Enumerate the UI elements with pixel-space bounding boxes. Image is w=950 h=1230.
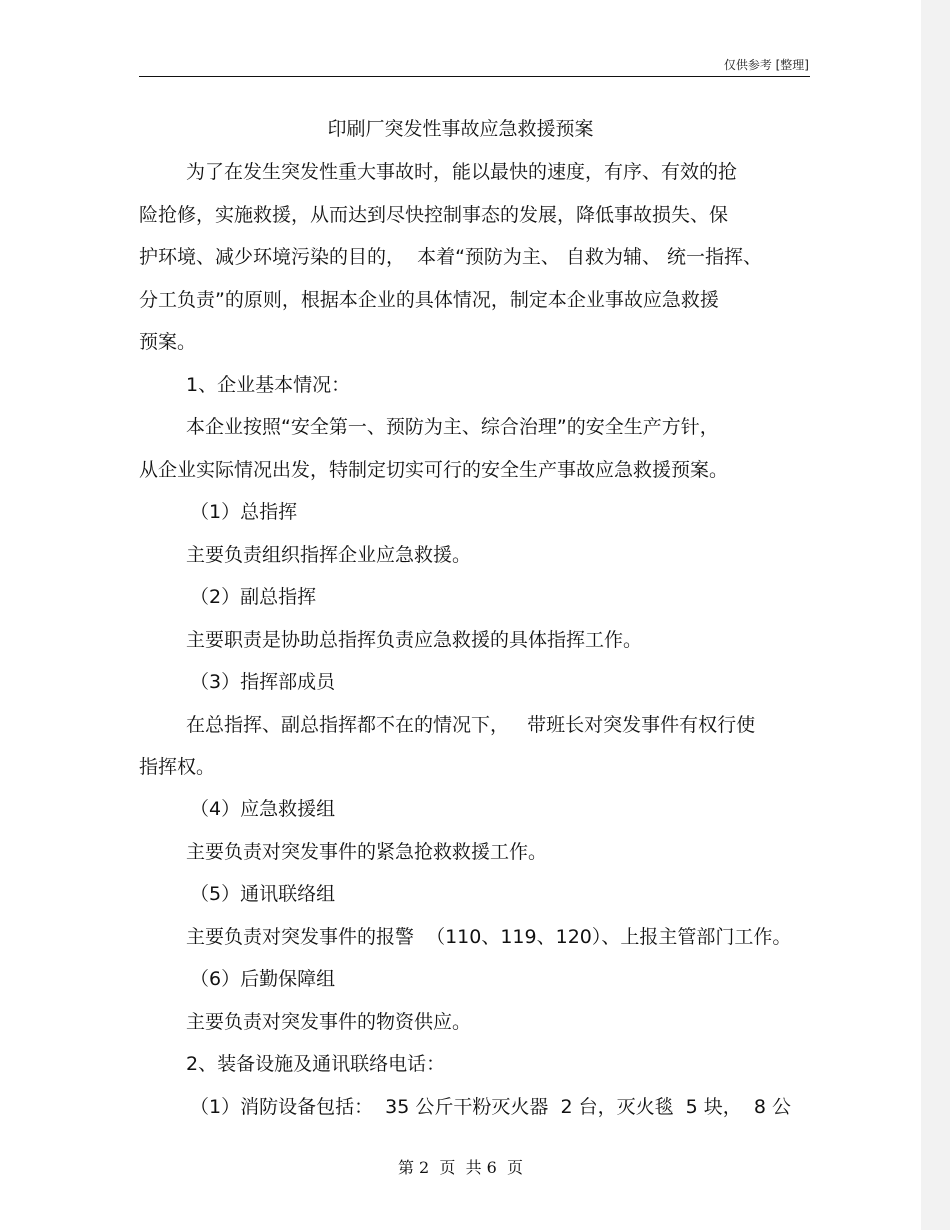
section-heading: 2、装备设施及通讯联络电话： <box>186 1053 446 1075</box>
header-note: 仅供参考 [整理] <box>723 58 809 72</box>
subsection-heading: （6）后勤保障组 <box>190 968 336 990</box>
page-number: 第 2 页 共 6 页 <box>397 1158 524 1177</box>
paragraph-line: 从企业实际情况出发，特制定切实可行的安全生产事故应急救援预案。 <box>139 459 729 481</box>
paragraph-line: 主要负责对突发事件的紧急抢救救援工作。 <box>186 841 548 863</box>
subsection-heading: （1）总指挥 <box>190 501 298 523</box>
paragraph-line: 预案。 <box>139 331 197 353</box>
subsection-heading: （4）应急救援组 <box>190 798 336 820</box>
header-divider <box>139 76 810 77</box>
section-heading: 1、企业基本情况： <box>186 374 351 396</box>
paragraph-line: 主要负责组织指挥企业应急救援。 <box>186 544 472 566</box>
paragraph-line: 分工负责”的原则，根据本企业的具体情况，制定本企业事故应急救援 <box>139 289 719 311</box>
paragraph-line: 护环境、减少环境污染的目的， 本着“预防为主、 自救为辅、 统一指挥、 <box>139 246 763 268</box>
paragraph-line: 险抢修，实施救援，从而达到尽快控制事态的发展，降低事故损失、保 <box>139 204 729 226</box>
paragraph-line: 主要职责是协助总指挥负责应急救援的具体指挥工作。 <box>186 629 643 651</box>
paragraph-line: （1）消防设备包括： 35 公斤干粉灭火器 2 台，灭火毯 5 块， 8 公 <box>190 1096 792 1118</box>
subsection-heading: （3）指挥部成员 <box>190 671 336 693</box>
paragraph-line: 主要负责对突发事件的物资供应。 <box>186 1011 472 1033</box>
document-title: 印刷厂突发性事故应急救援预案 <box>327 118 594 140</box>
subsection-heading: （2）副总指挥 <box>190 586 317 608</box>
paragraph-line: 本企业按照“安全第一、预防为主、综合治理”的安全生产方针， <box>186 416 719 438</box>
subsection-heading: （5）通讯联络组 <box>190 883 336 905</box>
paragraph-line: 为了在发生突发性重大事故时，能以最快的速度，有序、有效的抢 <box>186 161 738 183</box>
paragraph-line: 指挥权。 <box>139 756 216 778</box>
paragraph-line: 主要负责对突发事件的报警 （110、119、120）、上报主管部门工作。 <box>186 926 792 948</box>
paragraph-line: 在总指挥、副总指挥都不在的情况下， 带班长对突发事件有权行使 <box>186 714 756 736</box>
